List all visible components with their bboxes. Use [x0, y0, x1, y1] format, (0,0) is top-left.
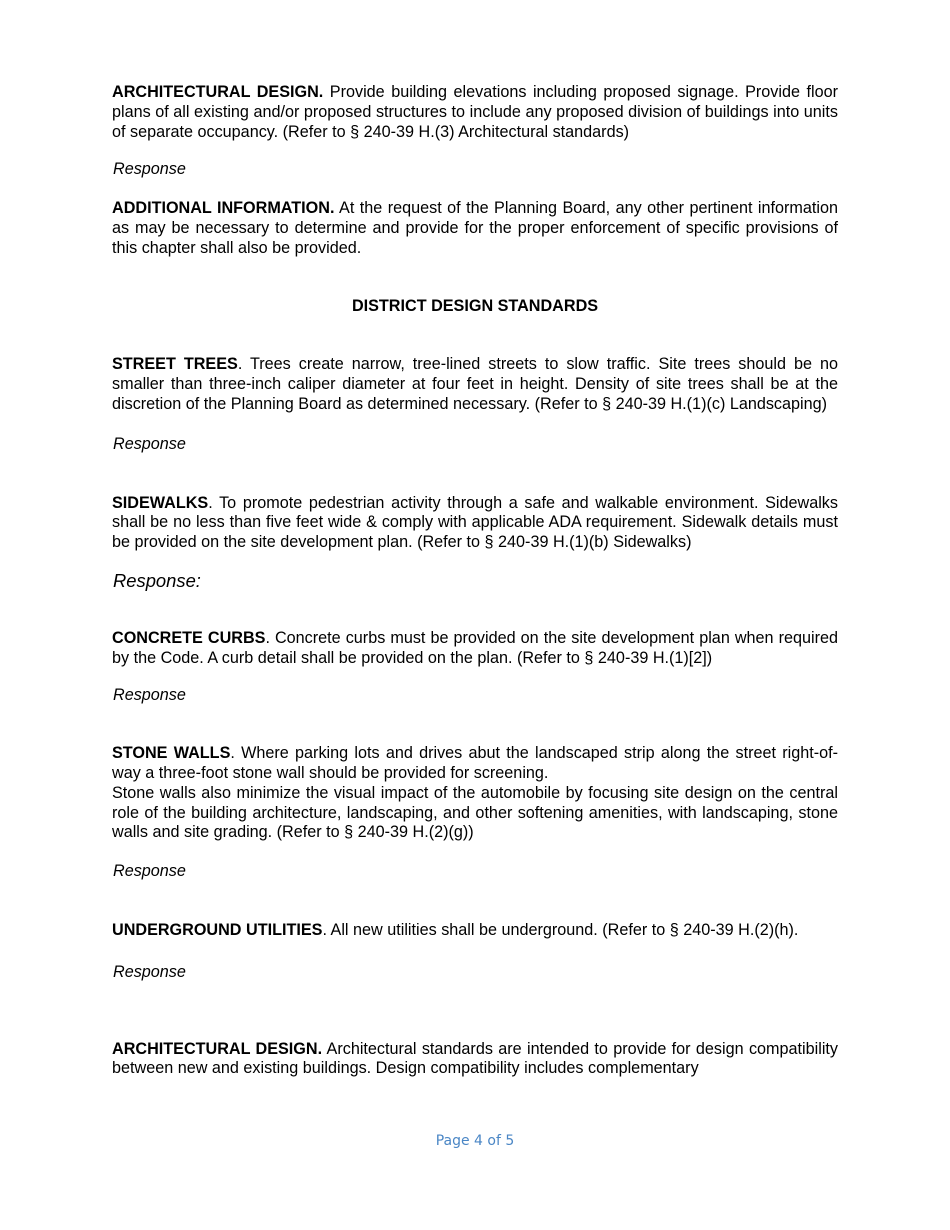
paragraph-text: . All new utilities shall be underground. (Refer to § 240-39 H.(2)(h).	[322, 920, 799, 939]
paragraph-lead: CONCRETE CURBS	[112, 628, 266, 647]
document-page	[112, 83, 838, 1079]
paragraph-text: . Concrete curbs must be provided on the site development plan when required by the Code. A curb detail shall be provided on the plan. (Refer to § 240-39 H.(1)[2])	[112, 628, 838, 667]
paragraph-lead: UNDERGROUND UTILITIES	[112, 920, 323, 939]
section-heading: DISTRICT DESIGN STANDARDS	[351, 296, 599, 315]
paragraph-lead: SIDEWALKS	[112, 493, 209, 512]
paragraph-lead: STONE WALLS	[112, 744, 231, 763]
response-label: Response	[113, 686, 186, 705]
response-label: Response:	[113, 569, 201, 591]
stone-walls-paragraph	[112, 744, 838, 784]
paragraph-text: . Where parking lots and drives abut the landscaped strip along the street right-of-way a three-foot stone wall should be provided for screening.	[112, 744, 838, 782]
architectural-design-paragraph	[112, 83, 838, 142]
paragraph-lead: ADDITIONAL INFORMATION.	[112, 199, 335, 218]
street-trees-paragraph	[112, 355, 838, 414]
additional-information-paragraph	[112, 199, 838, 258]
response-label: Response	[113, 160, 186, 179]
paragraph-text: . To promote pedestrian activity through a safe and walkable environment. Sidewalks shall be no less than five feet wide & comply with applicable ADA requirement. Sidewalk details must be provided on the site development plan. (Refer to § 240-39 H.(1)(b) Sidewalks)	[112, 493, 838, 552]
paragraph-lead: STREET TREES	[112, 355, 238, 374]
page-number-footer: Page 4 of 5	[435, 1133, 515, 1149]
underground-utilities-paragraph	[112, 921, 838, 941]
paragraph-text: At the request of the Planning Board, any other pertinent information as may be necessary to determine and provide for the proper enforcement of specific provisions of this chapter shall also be provided.	[112, 199, 839, 257]
response-label: Response	[113, 862, 186, 881]
concrete-curbs-paragraph	[112, 629, 838, 669]
sidewalks-paragraph	[112, 494, 838, 553]
response-label: Response	[113, 434, 186, 453]
paragraph-lead: ARCHITECTURAL DESIGN.	[112, 83, 324, 101]
response-label: Response	[113, 962, 186, 981]
paragraph-text: . Trees create narrow, tree-lined streets to slow traffic. Site trees should be no smaller than three-inch caliper diameter at four feet in height. Density of site trees shall be at the discretion of the Planning Board as determined necessary. (Refer to § 240-39 H.(1)(c) Landscaping)	[112, 355, 838, 413]
stone-walls-continuation: Stone walls also minimize the visual impact of the automobile by focusing site design on the central role of the building architecture, landscaping, and other softening amenities, with landscaping, stone walls and site grading. (Refer to § 240-39 H.(2)(g))	[112, 783, 838, 842]
architectural-design-standards-paragraph	[112, 1040, 838, 1080]
paragraph-text: Architectural standards are intended to provide for design compatibility between new and existing buildings. Design compatibility includes complementary	[112, 1039, 839, 1078]
paragraph-text: Provide building elevations including proposed signage. Provide floor plans of all existing and/or proposed structures to include any proposed division of buildings into units of separate occupancy. (Refer to § 240-39 H.(3) Architectural standards)	[112, 83, 838, 141]
paragraph-lead: ARCHITECTURAL DESIGN.	[112, 1039, 323, 1058]
